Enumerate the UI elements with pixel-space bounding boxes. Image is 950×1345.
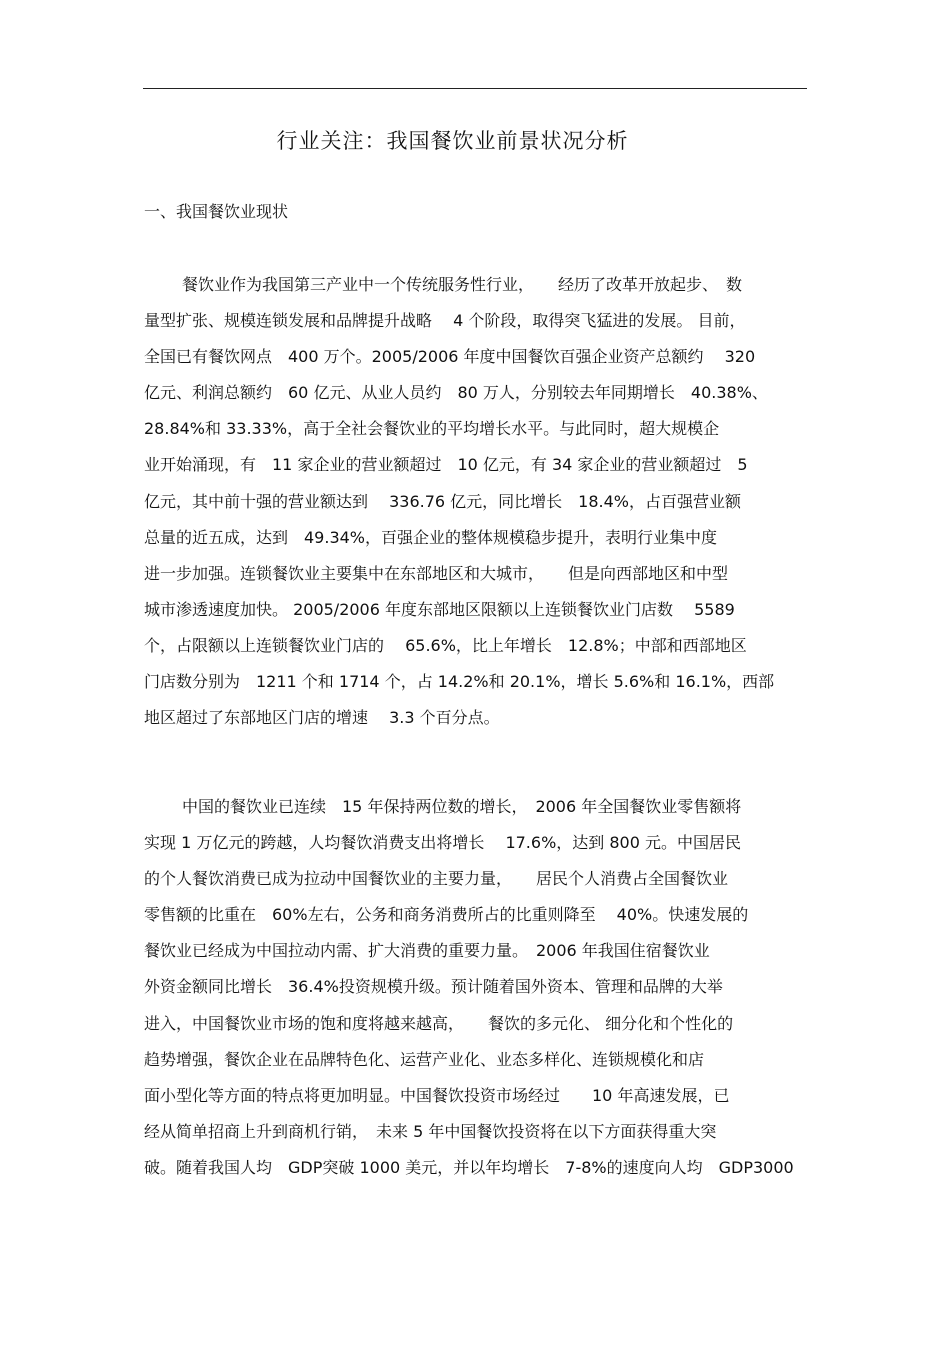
paragraph-line: 个，占限额以上连锁餐饮业门店的 65.6%，比上年增长 12.8%；中部和西部地区 bbox=[144, 635, 747, 655]
paragraph-line: 零售额的比重在 60%左右，公务和商务消费所占的比重则降至 40%。快速发展的 bbox=[144, 905, 749, 925]
paragraph-line: 外资金额同比增长 36.4%投资规模升级。预计随着国外资本、管理和品牌的大举 bbox=[144, 977, 723, 997]
paragraph-line: 实现 1 万亿元的跨越，人均餐饮消费支出将增长 17.6%，达到 800 元。中国居民 bbox=[144, 833, 741, 853]
paragraph-line: 亿元、利润总额约 60 亿元、从业人员约 80 万人，分别较去年同期增长 40.38%、 bbox=[144, 383, 768, 403]
paragraph-line: 的个人餐饮消费已成为拉动中国餐饮业的主要力量， 居民个人消费占全国餐饮业 bbox=[144, 869, 729, 889]
paragraph-line: 28.84%和 33.33%，高于全社会餐饮业的平均增长水平。与此同时，超大规模企 bbox=[144, 419, 720, 439]
paragraph-line: 中国的餐饮业已连续 15 年保持两位数的增长， 2006 年全国餐饮业零售额将 bbox=[182, 797, 742, 816]
paragraph-line: 城市渗透速度加快。 2005/2006 年度东部地区限额以上连锁餐饮业门店数 5589 bbox=[144, 599, 735, 619]
paragraph-line: 经从简单招商上升到商机行销， 未来 5 年中国餐饮投资将在以下方面获得重大突 bbox=[144, 1121, 717, 1141]
paragraph-line: 量型扩张、规模连锁发展和品牌提升战略 4 个阶段，取得突飞猛进的发展。 目前， bbox=[144, 311, 746, 331]
paragraph-line: 趋势增强，餐饮企业在品牌特色化、运营产业化、业态多样化、连锁规模化和店 bbox=[144, 1049, 705, 1069]
section-heading: 一、我国餐饮业现状 bbox=[144, 202, 289, 221]
paragraph-line: 面小型化等方面的特点将更加明显。中国餐饮投资市场经过 10 年高速发展，已 bbox=[144, 1085, 730, 1105]
header-rule bbox=[143, 88, 807, 89]
paragraph-line: 进一步加强。连锁餐饮业主要集中在东部地区和大城市， 但是向西部地区和中型 bbox=[144, 563, 729, 583]
paragraph-line: 门店数分别为 1211 个和 1714 个，占 14.2%和 20.1%，增长 5.6%和 16.1%，西部 bbox=[144, 672, 775, 692]
paragraph-line: 进入，中国餐饮业市场的饱和度将越来越高， 餐饮的多元化、 细分化和个性化的 bbox=[144, 1013, 734, 1033]
paragraph bbox=[144, 267, 824, 736]
paragraph bbox=[144, 789, 824, 1186]
paragraph-line: 餐饮业作为我国第三产业中一个传统服务性行业， 经历了改革开放起步、 数 bbox=[182, 275, 743, 294]
paragraph-line: 亿元，其中前十强的营业额达到 336.76 亿元，同比增长 18.4%，占百强营业额 bbox=[144, 491, 741, 511]
paragraph-line: 业开始涌现，有 11 家企业的营业额超过 10 亿元，有 34 家企业的营业额超过 5 bbox=[144, 455, 748, 475]
document-title: 行业关注：我国餐饮业前景状况分析 bbox=[276, 129, 629, 153]
paragraph-line: 餐饮业已经成为中国拉动内需、扩大消费的重要力量。 2006 年我国住宿餐饮业 bbox=[144, 941, 710, 961]
paragraph-line: 破。随着我国人均 GDP突破 1000 美元，并以年均增长 7-8%的速度向人均 GDP3000 bbox=[144, 1157, 794, 1177]
paragraph-line: 地区超过了东部地区门店的增速 3.3 个百分点。 bbox=[144, 708, 500, 728]
paragraph-line: 全国已有餐饮网点 400 万个。2005/2006 年度中国餐饮百强企业资产总额约 320 bbox=[144, 347, 756, 367]
paragraph-line: 总量的近五成，达到 49.34%，百强企业的整体规模稳步提升，表明行业集中度 bbox=[144, 527, 718, 547]
